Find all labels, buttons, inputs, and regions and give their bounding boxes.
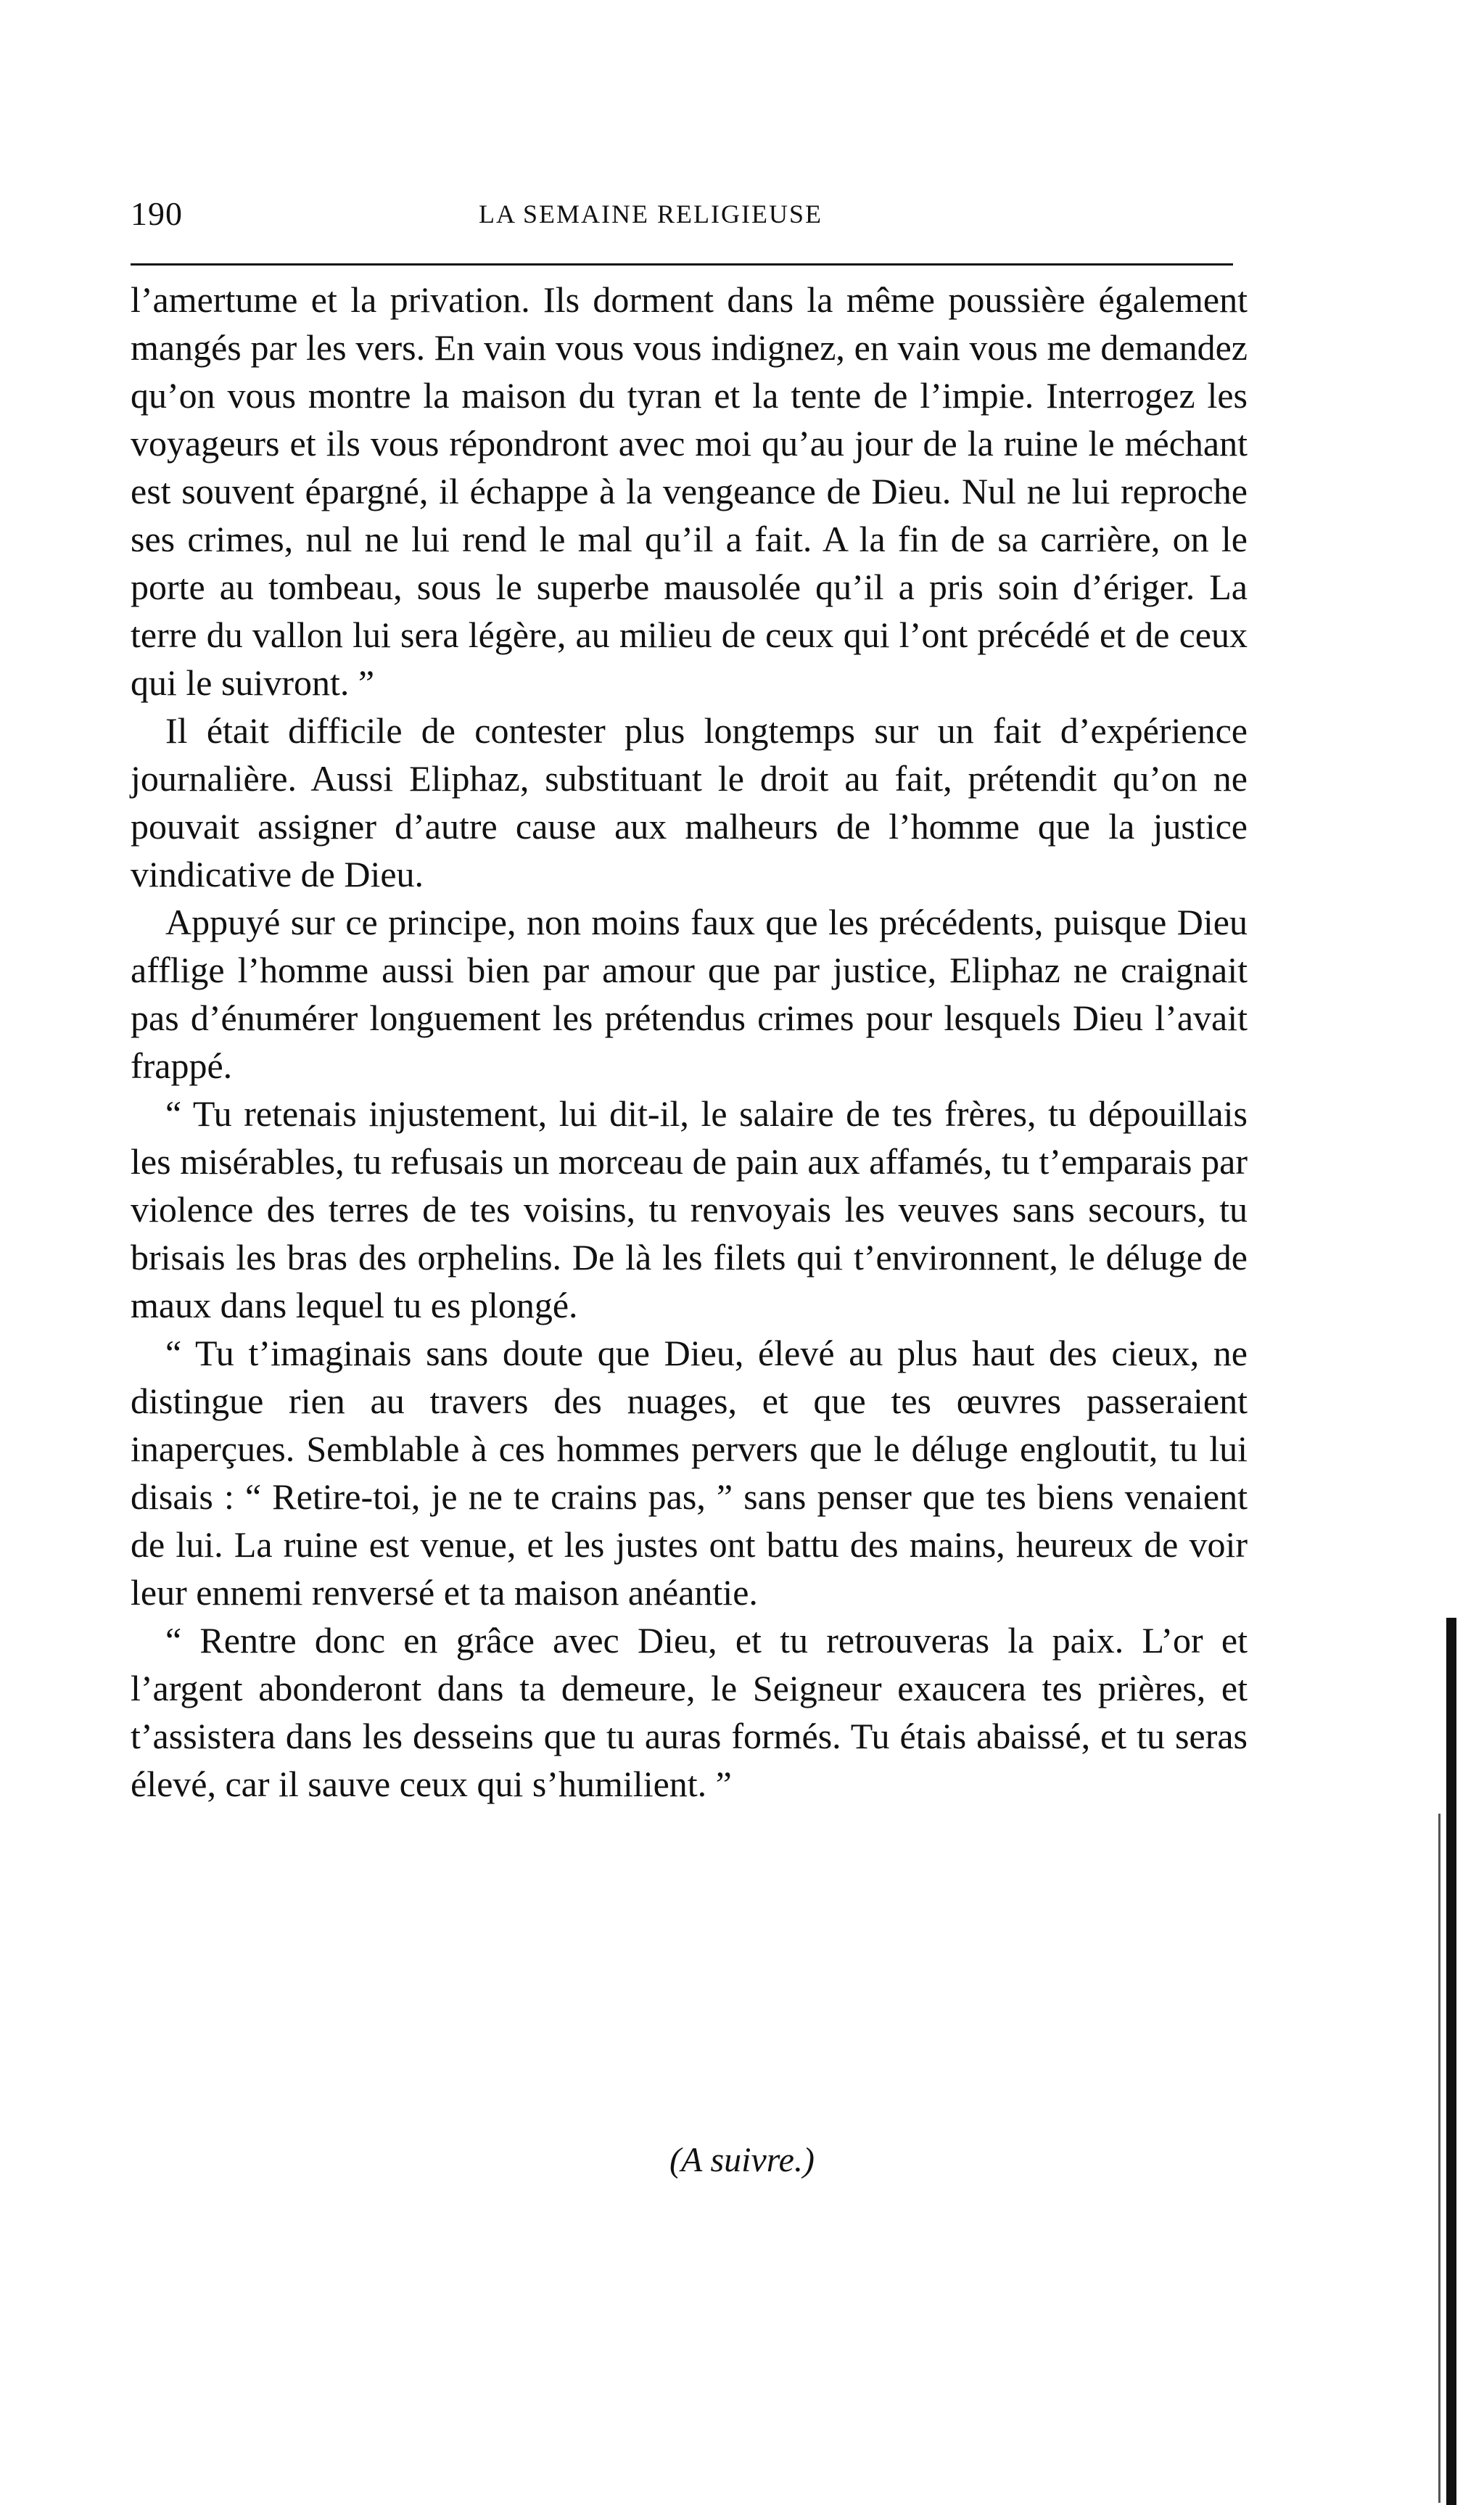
body-text bbox=[131, 276, 1248, 1808]
page-header bbox=[131, 194, 1233, 238]
header-rule bbox=[131, 263, 1233, 266]
paragraph-5: “ Tu t’imaginais sans doute que Dieu, élevé au plus haut des cieux, ne distingue rien au travers des nuages, et que tes œuvres passeraient inaperçues. Semblable à ces hommes pervers que le déluge engloutit, tu lui disais : “ Retire-toi, je ne te crains pas, ” sans penser que tes biens venaient de lui. La ruine est venue, et les justes ont battu des mains, heureux de voir leur ennemi renversé et ta maison anéantie. bbox=[131, 1333, 1248, 1613]
to-be-continued: (A suivre.) bbox=[669, 2141, 815, 2179]
page-edge-line bbox=[1438, 1814, 1440, 2503]
paragraph-2: Il était difficile de contester plus longtemps sur un fait d’expérience journalière. Aussi Eliphaz, substituant le droit au fait, prétendit qu’on ne pouvait assigner d’autre cause aux malheurs de l’homme que la justice vindicative de Dieu. bbox=[131, 710, 1248, 894]
page-number: 190 bbox=[131, 195, 183, 232]
paragraph-3: Appuyé sur ce principe, non moins faux que les précédents, puisque Dieu afflige l’homme aussi bien par amour que par justice, Eliphaz ne craignait pas d’énumérer longuement les prétendus crimes pour lesquels Dieu l’avait frappé. bbox=[131, 902, 1248, 1086]
paragraph-1: l’amertume et la privation. Ils dorment dans la même poussière également mangés par les vers. En vain vous vous indignez, en vain vous me demandez qu’on vous montre la maison du tyran et la tente de l’impie. Interrogez les voyageurs et ils vous répondront avec moi qu’au jour de la ruine le méchant est souvent épargné, il échappe à la vengeance de Dieu. Nul ne lui reproche ses crimes, nul ne lui rend le mal qu’il a fait. A la fin de sa carrière, on le porte au tombeau, sous le superbe mausolée qu’il a pris soin d’ériger. La terre du vallon lui sera légère, au milieu de ceux qui l’ont précédé et de ceux qui le suivront. ” bbox=[131, 279, 1248, 703]
paragraph-4: “ Tu retenais injustement, lui dit-il, le salaire de tes frères, tu dépouillais les misérables, tu refusais un morceau de pain aux affamés, tu t’emparais par violence des terres de tes voisins, tu renvoyais les veuves sans secours, tu brisais les bras des orphelins. De là les filets qui t’environnent, le déluge de maux dans lequel tu es plongé. bbox=[131, 1093, 1248, 1325]
running-title: LA SEMAINE RELIGIEUSE bbox=[479, 200, 823, 229]
page-edge-mark bbox=[1446, 1618, 1456, 2505]
paragraph-6: “ Rentre donc en grâce avec Dieu, et tu retrouveras la paix. L’or et l’argent abonderont dans ta demeure, le Seigneur exaucera tes prières, et t’assistera dans les desseins que tu auras formés. Tu étais abaissé, et tu seras élevé, car il sauve ceux qui s’humilient. ” bbox=[131, 1620, 1248, 1804]
